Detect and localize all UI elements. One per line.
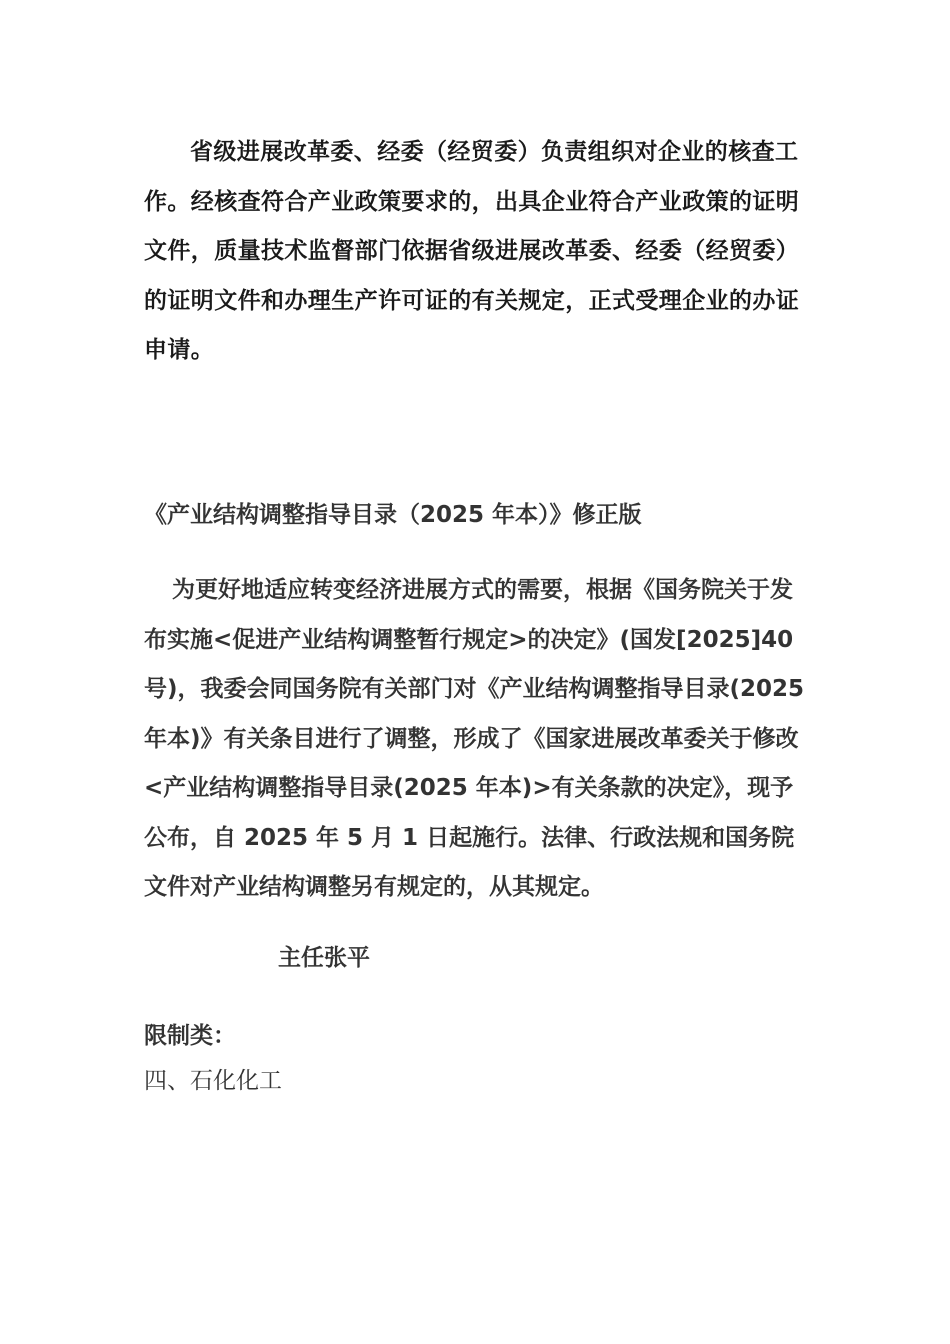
restriction-category-label: 限制类： [144, 1023, 236, 1049]
restriction-item: 四、石化化工 [144, 1068, 282, 1094]
verification-paragraph: 省级进展改革委、经委（经贸委）负责组织对企业的核查工作。经核查符合产业政策要求的，出具企业符合产业政策的证明文件，质量技术监督部门依据省级进展改革委、经委（经贸委）的证明文件和办理生产许可证的有关规定，正式受理企业的办证申请。 [144, 139, 800, 363]
document-heading: 《产业结构调整指导目录（2025 年本）》修正版 [144, 502, 642, 528]
signature: 主任张平 [278, 945, 370, 971]
revision-announcement-paragraph: 为更好地适应转变经济进展方式的需要，根据《国务院关于发布实施<促进产业结构调整暂行规定>的决定》(国发[2025]40 号)，我委会同国务院有关部门对《产业结构调整指导目录(2025 年本)》有关条目进行了调整，形成了《国家进展改革委关于修改<产业结构调整指导目录(2025 年本)>有关条款的决定》，现予公布，自 2025 年 5 月 1 日起施行。法律、行政法规和国务院文件对产业结构调整另有规定的，从其规定。 [144, 577, 805, 900]
